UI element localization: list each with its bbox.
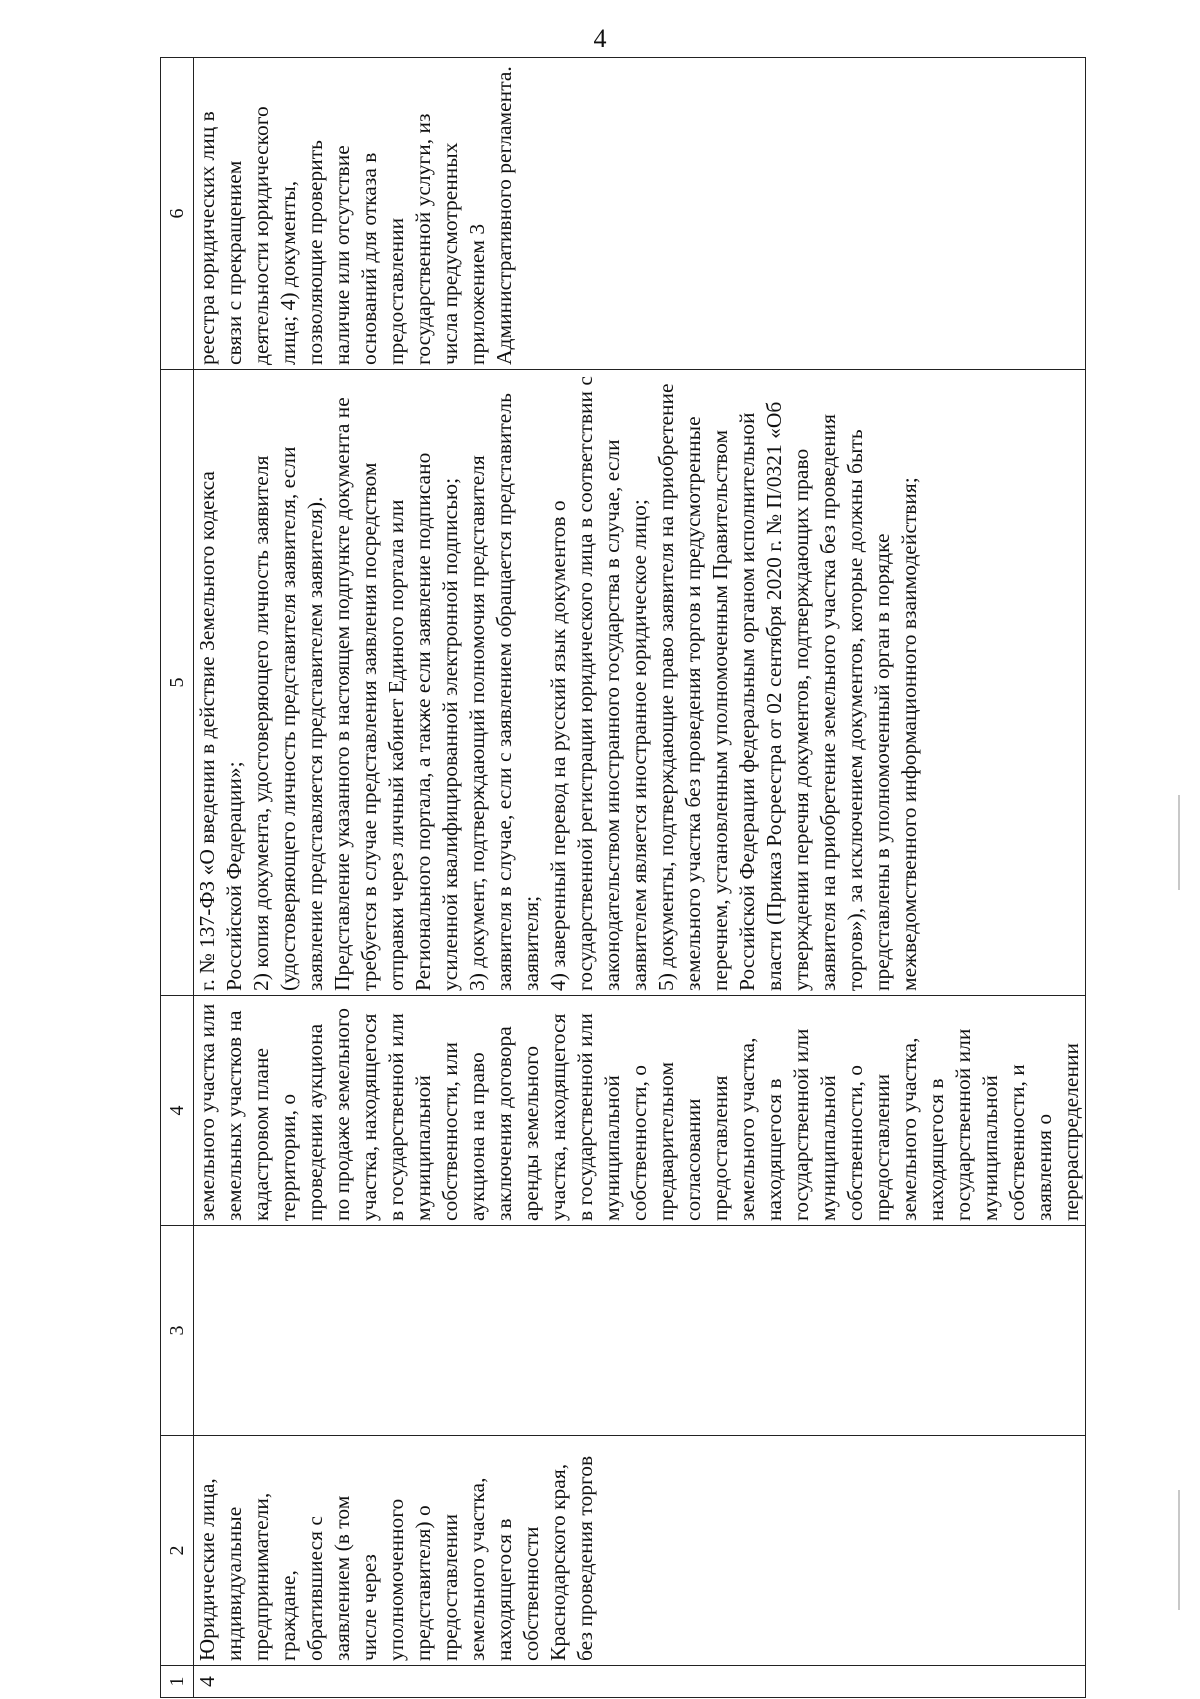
cell-documents	[194, 370, 1086, 996]
header-col-6: 6	[161, 58, 194, 370]
header-col-3: 3	[161, 1226, 194, 1436]
table-header-row	[161, 58, 194, 1698]
cell-col3	[194, 1226, 1086, 1436]
cell-applications: земельного участка или земельных участков на кадастровом плане территории, о проведении аукциона по продаже земельного участка, находящегося в государственной или муниципальной собственности, или аукциона на право заключения договора аренды земельного участка, находящегося в государственной или муниципальной собственности, о предварительном согласовании предоставления земельного участка, находящегося в государственной или муниципальной собственности, о предоставлении земельного участка, находящегося в государственной или муниципальной собственности, и заявления о перераспределении	[194, 996, 1086, 1226]
document-item-5: 4) заверенный перевод на русский язык документов о государственной регистрации юридического лица в соответствии с законодательством иностранного государства в случае, если заявителем является иностранное юридическое лицо;	[546, 376, 651, 991]
header-col-4: 4	[161, 996, 194, 1226]
page-number: 4	[593, 24, 607, 53]
table-row	[194, 58, 1086, 1698]
document-item-2: 2) копия документа, удостоверяющего личность заявителя (удостоверяющего личность представителя заявителя, если заявление представляется представителем заявителя).	[249, 446, 327, 991]
document-item-1: г. № 137-ФЗ «О введении в действие Земельного кодекса Российской Федерации»;	[195, 471, 246, 991]
cell-row-number: 4	[194, 1666, 1086, 1698]
requirements-table	[160, 57, 1086, 1698]
scan-artifact	[1178, 1490, 1180, 1610]
document-item-3: Представление указанного в настоящем подпункте документа не требуется в случае представления заявления посредством отправки через личный кабинет Единого портала или Регионального портала, а также если заявление подписано усиленной квалифицированной электронной подписью;	[330, 397, 462, 991]
header-col-5: 5	[161, 370, 194, 996]
cell-extra-documents: реестра юридических лиц в связи с прекращением деятельности юридического лица; 4) документы, позволяющие проверить наличие или отсутствие оснований для отказа в предоставлении государственной услуги, из числа предусмотренных приложением 3 Административного регламента.	[194, 58, 1086, 370]
header-col-1: 1	[161, 1666, 194, 1698]
rotated-table-wrapper	[160, 58, 1083, 1698]
cell-applicants: Юридические лица, индивидуальные предприниматели, граждане, обратившиеся с заявлением (в том числе через уполномоченного представителя) о предоставлении земельного участка, находящегося в собственности Краснодарского края, без проведения торгов	[194, 1436, 1086, 1666]
document-item-6: 5) документы, подтверждающие право заявителя на приобретение земельного участка без проведения торгов и предусмотренные перечнем, установленным уполномоченным Правительством Российской Федерации федеральным органом исполнительной власти (Приказ Росреестра от 02 сентября 2020 г. № П/0321 «Об утверждении перечня документов, подтверждающих право заявителя на приобретение земельного участка без проведения торгов»), за исключением документов, которые должны быть представлены в уполномоченный орган в порядке межведомственного информационного взаимодействия;	[654, 383, 921, 991]
scan-artifact	[1178, 795, 1180, 890]
document-item-4: 3) документ, подтверждающий полномочия представителя заявителя в случае, если с заявлением обращается представитель заявителя;	[465, 393, 543, 991]
header-col-2: 2	[161, 1436, 194, 1666]
